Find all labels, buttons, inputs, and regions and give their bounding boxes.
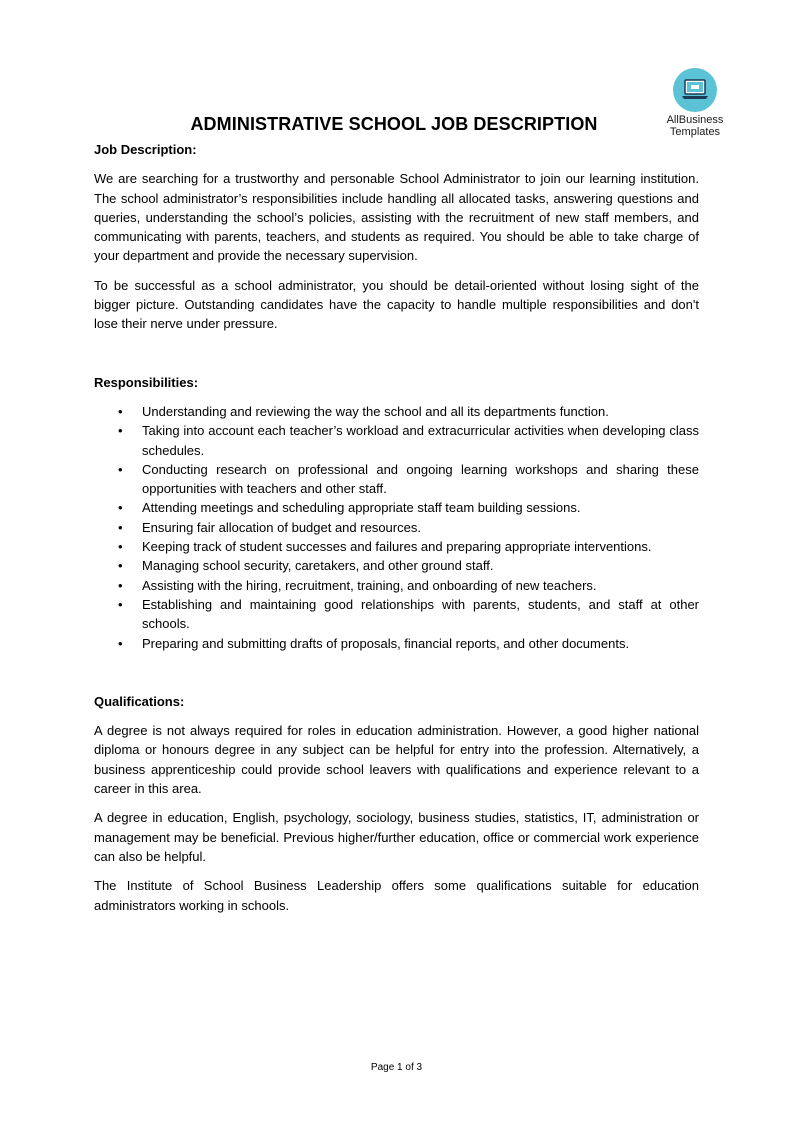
bullet-icon: • — [118, 423, 123, 439]
job-description-paragraph: To be successful as a school administrator, you should be detail-oriented without losing sight of the bigger picture. Outstanding candidates have the capacity to handle multiple responsibilities and don't lose their nerve under pressure. — [94, 277, 699, 332]
list-item — [94, 402, 699, 421]
list-item-text: Managing school security, caretakers, and other ground staff. — [142, 558, 494, 574]
list-item-text: Establishing and maintaining good relationships with parents, students, and staff at other schools. — [142, 596, 699, 632]
list-item — [94, 460, 699, 499]
list-item-text: Keeping track of student successes and failures and preparing appropriate interventions. — [142, 539, 652, 555]
document-title: ADMINISTRATIVE SCHOOL JOB DESCRIPTION — [190, 114, 598, 134]
bullet-icon: • — [118, 403, 123, 419]
bullet-icon: • — [118, 519, 123, 535]
bullet-icon: • — [118, 577, 123, 593]
page-number: Page 1 of 3 — [370, 1062, 423, 1073]
qualifications-paragraph: A degree is not always required for roles in education administration. However, a good higher national diploma or honours degree in any subject can be helpful for entry into the profession. Alternatively, a business apprenticeship could provide school leavers with qualifications and experience relevant to a career in this area. — [94, 723, 699, 797]
list-item — [94, 518, 699, 537]
list-item — [94, 421, 699, 460]
list-item-text: Preparing and submitting drafts of proposals, financial reports, and other documents. — [142, 635, 630, 651]
list-item — [94, 634, 699, 653]
job-description-heading: Job Description: — [94, 142, 197, 157]
responsibilities-heading: Responsibilities: — [94, 374, 199, 390]
document-body — [94, 140, 699, 915]
logo-line-2: Templates — [669, 126, 721, 138]
bullet-icon: • — [118, 596, 123, 612]
list-item-text: Assisting with the hiring, recruitment, training, and onboarding of new teachers. — [142, 577, 597, 593]
job-description-paragraph: We are searching for a trustworthy and personable School Administrator to join our learning institution. The school administrator’s responsibilities include handling all allocated tasks, answering questions and queries, understanding the school’s policies, assisting with the recruitment of new staff members, and communicating with parents, teachers, and students as required. You should be able to take charge of your department and provide the necessary supervision. — [94, 171, 699, 264]
list-item — [94, 576, 699, 595]
qualifications-paragraph: A degree in education, English, psychology, sociology, business studies, statistics, IT, administration or management may be beneficial. Previous higher/further education, office or commercial work experience can also be helpful. — [94, 810, 699, 864]
bullet-icon: • — [118, 558, 123, 574]
list-item-text: Taking into account each teacher’s workload and extracurricular activities when developing class schedules. — [142, 423, 699, 458]
list-item-text: Conducting research on professional and ongoing learning workshops and sharing these opportunities with teachers and other staff. — [142, 461, 699, 497]
qualifications-paragraph: The Institute of School Business Leadership offers some qualifications suitable for education administrators working in schools. — [94, 878, 699, 913]
list-item-text: Ensuring fair allocation of budget and resources. — [142, 519, 421, 535]
laptop-icon — [673, 68, 717, 112]
bullet-icon: • — [118, 539, 123, 555]
bullet-icon: • — [118, 635, 123, 651]
responsibilities-list — [94, 402, 699, 653]
list-item — [94, 595, 699, 634]
bullet-icon: • — [118, 461, 123, 477]
list-item — [94, 556, 699, 575]
bullet-icon: • — [118, 500, 123, 516]
list-item-text: Attending meetings and scheduling appropriate staff team building sessions. — [142, 500, 581, 516]
list-item — [94, 498, 699, 517]
list-item — [94, 537, 699, 556]
logo-line-1: AllBusiness — [666, 114, 724, 126]
list-item-text: Understanding and reviewing the way the school and all its departments function. — [142, 403, 609, 419]
qualifications-heading: Qualifications: — [94, 693, 185, 709]
